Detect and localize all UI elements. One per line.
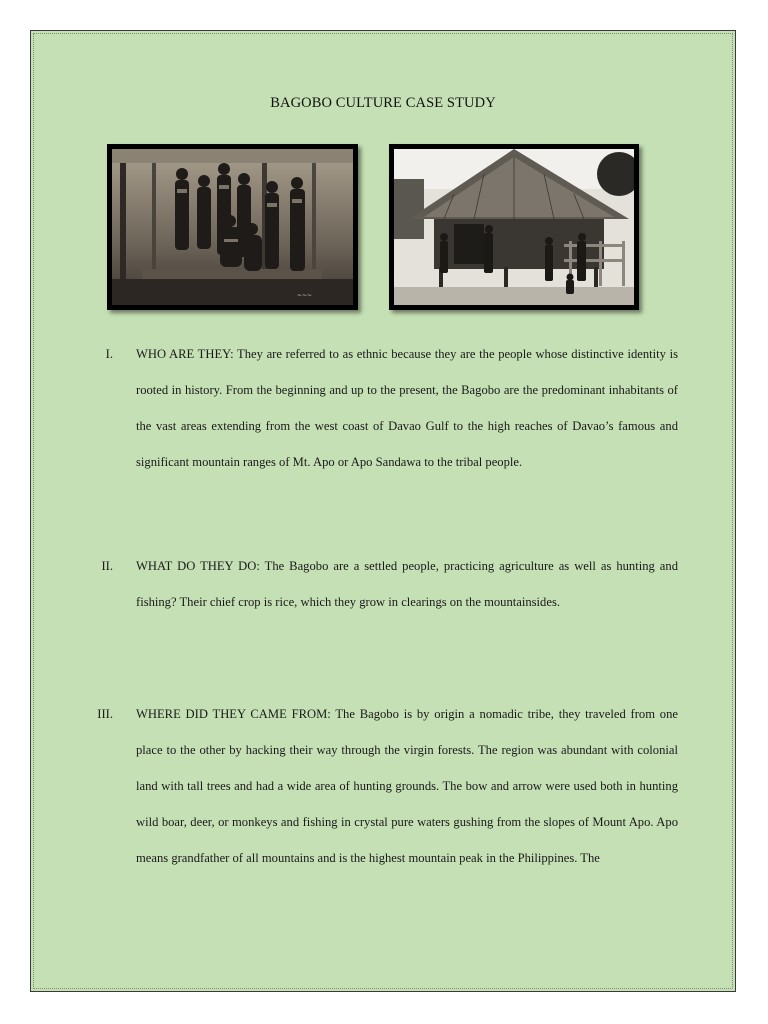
group-portrait-photo-icon bbox=[112, 149, 353, 305]
section-numeral: II. bbox=[101, 559, 113, 573]
section-numeral: III. bbox=[97, 707, 113, 721]
section-paragraph-where: WHERE DID THEY CAME FROM: The Bagobo is by origin a nomadic tribe, they traveled from one place to the other by hacking their way through the virgin forests. The region was abundant with colonial land with tall trees and had a wide area of hunting grounds. The bow and arrow were used both in hunting wild boar, deer, or monkeys and fishing in crystal pure waters gushing from the slopes of Mount Apo. Apo means grandfather of all mountains and is the highest mountain peak in the Philippines. The bbox=[136, 707, 678, 865]
svg-text:~~~: ~~~ bbox=[297, 292, 313, 299]
group-portrait-photo bbox=[107, 144, 358, 310]
page-title: BAGOBO CULTURE CASE STUDY bbox=[270, 95, 496, 111]
section-paragraph-who: WHO ARE THEY: They are referred to as ethnic because they are the people whose distinctive identity is rooted in history. From the beginning and up to the present, the Bagobo are the predominant inhabitants of the vast areas extending from the west coast of Davao Gulf to the high reaches of Davao’s famous and significant mountain ranges of Mt. Apo or Apo Sandawa to the tribal people. bbox=[136, 347, 678, 469]
section-paragraph-what: WHAT DO THEY DO: The Bagobo are a settled people, practicing agriculture as well as hunting and fishing? Their chief crop is rice, which they grow in clearings on the mountainsides. bbox=[136, 559, 678, 609]
thatched-hut-photo-icon bbox=[394, 149, 634, 305]
thatched-hut-photo bbox=[389, 144, 639, 310]
section-numeral: I. bbox=[105, 347, 113, 361]
document-page bbox=[30, 30, 736, 992]
